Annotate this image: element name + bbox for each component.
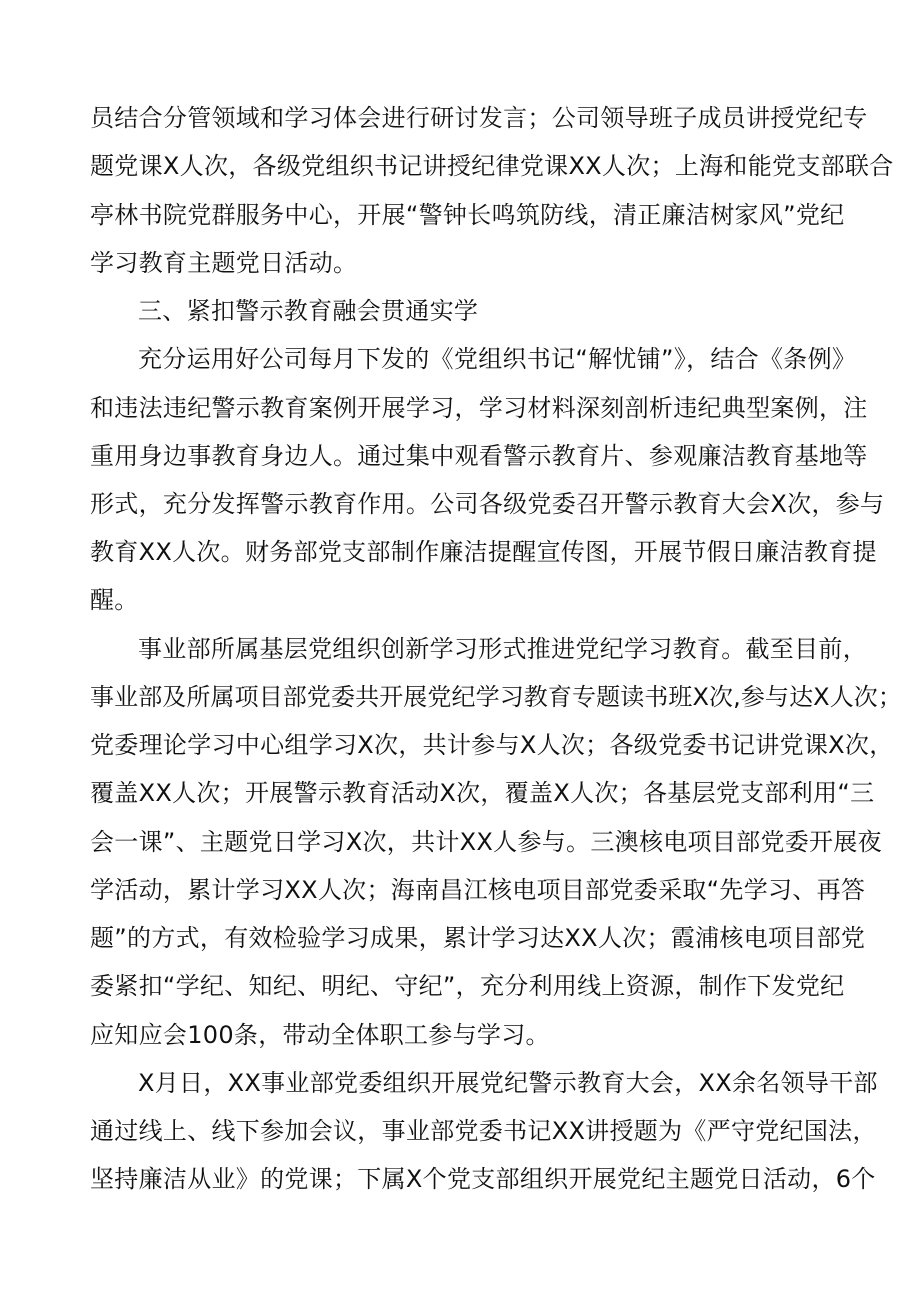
text-line: 员结合分管领域和学习体会进行研讨发言；公司领导班子成员讲授党纪专 [90,104,868,132]
text-line: 学习教育主题党日活动。 [90,249,358,277]
text-line: 教育XX人次。财务部党支部制作廉洁提醒宣传图，开展节假日廉洁教育提 [90,538,877,566]
text-line: 重用身边事教育身边人。通过集中观看警示教育片、参观廉洁教育基地等 [90,442,868,470]
text-line: 事业部及所属项目部党委共开展党纪学习教育专题读书班X次,参与达X人次； [90,683,903,711]
text-line: 委紧扣“学纪、知纪、明纪、守纪”，充分利用线上资源，制作下发党纪 [90,972,845,1000]
text-line: 题党课X人次，各级党组织书记讲授纪律党课XX人次；上海和能党支部联合 [90,152,894,180]
text-line: 充分运用好公司每月下发的《党组织书记“解忧铺”》，结合《条例》 [138,345,857,373]
text-line: 和违法违纪警示教育案例开展学习，学习材料深刻剖析违纪典型案例，注 [90,394,868,422]
text-line: 会一课”、主题党日学习X次，共计XX人参与。三澳核电项目部党委开展夜 [90,828,882,856]
text-line: 学活动，累计学习XX人次；海南昌江核电项目部党委采取“先学习、再答 [90,876,866,904]
text-line: X月日，XX事业部党委组织开展党纪警示教育大会，XX余名领导干部 [138,1069,878,1097]
text-line: 覆盖XX人次；开展警示教育活动X次，覆盖X人次；各基层党支部利用“三 [90,779,875,807]
text-line: 应知应会100条，带动全体职工参与学习。 [90,1021,550,1049]
text-line: 醒。 [90,586,139,614]
text-line: 题”的方式，有效检验学习成果，累计学习达XX人次；霞浦核电项目部党 [90,924,866,952]
text-line: 事业部所属基层党组织创新学习形式推进党纪学习教育。截至目前， [138,635,867,663]
text-line: 坚持廉洁从业》的党课；下属X个党支部组织开展党纪主题党日活动，6个 [90,1165,876,1193]
text-line: 通过线上、线下参加会议，事业部党委书记XX讲授题为《严守党纪国法， [90,1117,877,1145]
text-line: 亭林书院党群服务中心，开展“警钟长鸣筑防线，清正廉洁树家风”党纪 [90,201,845,229]
section-heading: 三、紧扣警示教育融会贯通实学 [138,297,479,325]
text-line: 党委理论学习中心组学习X次，共计参与X人次；各级党委书记讲党课X次， [90,731,894,759]
text-line: 形式，充分发挥警示教育作用。公司各级党委召开警示教育大会X次，参与 [90,490,885,518]
